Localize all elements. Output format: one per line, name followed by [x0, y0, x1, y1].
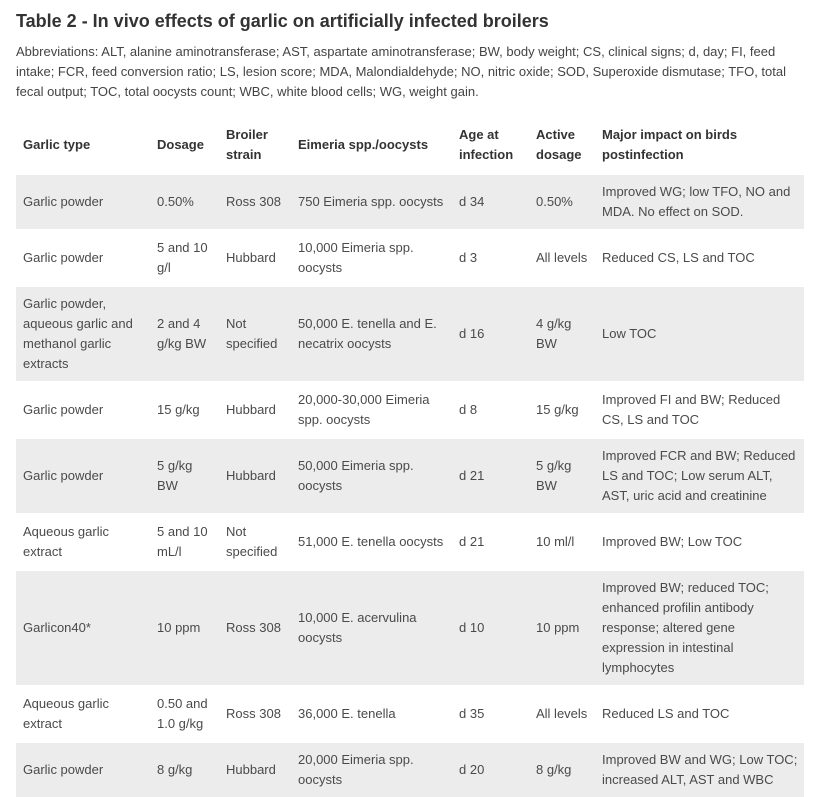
cell-age-at-infection: d 10 [452, 570, 529, 686]
cell-major-impact: Improved WG; low TFO, NO and MDA. No effect on SOD. [595, 174, 804, 230]
cell-active-dosage: 10 ml/l [536, 534, 575, 549]
table-header-row [16, 113, 804, 174]
cell-dosage: 5 and 10 mL/l [157, 524, 208, 559]
cell-active-dosage: 0.50% [529, 174, 595, 230]
cell-dosage: 5 g/kg BW [150, 438, 219, 514]
cell-broiler-strain: Ross 308 [219, 174, 291, 230]
cell-age-at-infection: d 16 [452, 286, 529, 382]
cell-eimeria-oocysts: 50,000 Eimeria spp. oocysts [291, 438, 452, 514]
cell-garlic-type: Garlic powder [16, 174, 150, 230]
cell-eimeria-oocysts: 20,000-30,000 Eimeria spp. oocysts [298, 392, 430, 427]
table-row [16, 742, 804, 797]
cell-major-impact: Reduced LS and TOC [602, 706, 730, 721]
cell-major-impact: Improved BW and WG; Low TOC; increased ALT, AST and WBC [595, 742, 804, 797]
cell-active-dosage: 5 g/kg BW [529, 438, 595, 514]
header-age-at-infection: Age at infection [459, 127, 514, 162]
table-row [16, 514, 804, 570]
header-eimeria-oocysts: Eimeria spp./oocysts [298, 137, 429, 152]
cell-dosage: 10 ppm [150, 570, 219, 686]
table-row [16, 438, 804, 514]
cell-age-at-infection: d 21 [452, 438, 529, 514]
cell-active-dosage: 4 g/kg BW [529, 286, 595, 382]
cell-garlic-type: Garlic powder, aqueous garlic and methanol garlic extracts [16, 286, 150, 382]
cell-garlic-type: Garlic powder [23, 402, 104, 417]
header-active-dosage: Active dosage [536, 127, 582, 162]
table-title: Table 2 - In vivo effects of garlic on artificially infected broilers [16, 11, 549, 31]
cell-major-impact: Improved FI and BW; Reduced CS, LS and TOC [602, 392, 781, 427]
cell-active-dosage: All levels [536, 250, 588, 265]
table-row [16, 382, 804, 438]
cell-age-at-infection: d 21 [459, 534, 485, 549]
cell-major-impact: Improved BW; Low TOC [602, 534, 743, 549]
cell-broiler-strain: Hubbard [226, 402, 276, 417]
cell-eimeria-oocysts: 36,000 E. tenella [298, 706, 396, 721]
header-broiler-strain: Broiler strain [226, 127, 268, 162]
table-body [16, 174, 804, 797]
cell-dosage: 2 and 4 g/kg BW [150, 286, 219, 382]
table-row [16, 174, 804, 230]
cell-age-at-infection: d 34 [452, 174, 529, 230]
cell-eimeria-oocysts: 750 Eimeria spp. oocysts [291, 174, 452, 230]
table-row [16, 570, 804, 686]
table-row [16, 686, 804, 742]
cell-age-at-infection: d 8 [459, 402, 478, 417]
table-row [16, 286, 804, 382]
cell-active-dosage: 8 g/kg [529, 742, 595, 797]
cell-eimeria-oocysts: 51,000 E. tenella oocysts [298, 534, 444, 549]
cell-age-at-infection: d 3 [459, 250, 478, 265]
cell-eimeria-oocysts: 10,000 E. acervulina oocysts [291, 570, 452, 686]
cell-eimeria-oocysts: 10,000 Eimeria spp. oocysts [298, 240, 414, 275]
header-dosage: Dosage [157, 137, 204, 152]
cell-dosage: 8 g/kg [150, 742, 219, 797]
cell-active-dosage: 10 ppm [529, 570, 595, 686]
cell-eimeria-oocysts: 20,000 Eimeria spp. oocysts [291, 742, 452, 797]
cell-broiler-strain: Ross 308 [226, 706, 281, 721]
cell-broiler-strain: Not specified [226, 524, 278, 559]
cell-active-dosage: 15 g/kg [536, 402, 579, 417]
cell-dosage: 15 g/kg [157, 402, 200, 417]
cell-major-impact: Improved BW; reduced TOC; enhanced profilin antibody response; altered gene expression in intestinal lymphocytes [595, 570, 804, 686]
cell-dosage: 5 and 10 g/l [157, 240, 208, 275]
cell-broiler-strain: Hubbard [219, 742, 291, 797]
cell-broiler-strain: Hubbard [219, 438, 291, 514]
cell-major-impact: Improved FCR and BW; Reduced LS and TOC; Low serum ALT, AST, uric acid and creatinine [595, 438, 804, 514]
header-garlic-type: Garlic type [23, 137, 91, 152]
cell-broiler-strain: Hubbard [226, 250, 276, 265]
cell-dosage: 0.50% [150, 174, 219, 230]
cell-major-impact: Reduced CS, LS and TOC [602, 250, 755, 265]
cell-active-dosage: All levels [536, 706, 588, 721]
cell-age-at-infection: d 20 [452, 742, 529, 797]
abbreviations-note: Abbreviations: ALT, alanine aminotransferase; AST, aspartate aminotransferase; BW, body weight; CS, clinical signs; d, day; FI, feed intake; FCR, feed conversion ratio; LS, lesion score; MDA, Malondialdehyde; NO, nitric oxide; SOD, Superoxide dismutase; TFO, total fecal output; TOC, total oocysts count; WBC, white blood cells; WG, weight gain. [16, 44, 786, 99]
cell-age-at-infection: d 35 [459, 706, 485, 721]
table-row [16, 230, 804, 286]
cell-dosage: 0.50 and 1.0 g/kg [157, 696, 208, 731]
cell-major-impact: Low TOC [595, 286, 804, 382]
cell-garlic-type: Aqueous garlic extract [23, 524, 109, 559]
cell-broiler-strain: Ross 308 [219, 570, 291, 686]
cell-eimeria-oocysts: 50,000 E. tenella and E. necatrix oocysts [291, 286, 452, 382]
cell-garlic-type: Garlicon40* [16, 570, 150, 686]
cell-broiler-strain: Not specified [219, 286, 291, 382]
cell-garlic-type: Garlic powder [23, 250, 104, 265]
garlic-effects-table [16, 113, 804, 797]
header-major-impact: Major impact on birds postinfection [602, 127, 738, 162]
cell-garlic-type: Aqueous garlic extract [23, 696, 109, 731]
cell-garlic-type: Garlic powder [16, 438, 150, 514]
cell-garlic-type: Garlic powder [16, 742, 150, 797]
